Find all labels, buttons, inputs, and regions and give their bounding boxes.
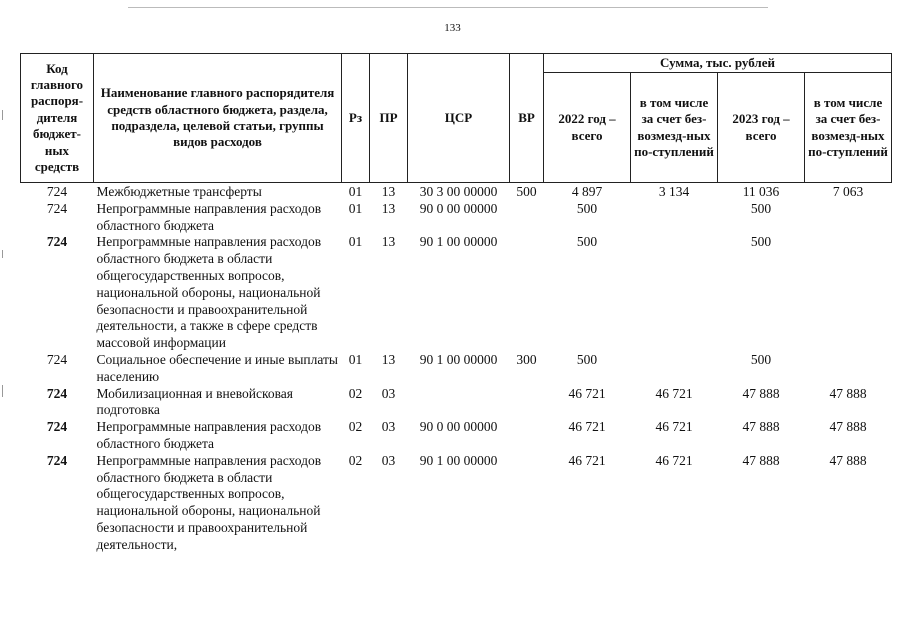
cell-csr xyxy=(408,386,510,420)
cell-name: Мобилизационная и вневойсковая подготовка xyxy=(96,385,293,418)
cell-2023-free: 47 888 xyxy=(829,385,867,401)
cell-2022-total: 46 721 xyxy=(568,419,606,435)
cell-csr: 90 0 00 00000 xyxy=(419,419,498,435)
header-2022-total: 2022 год – всего xyxy=(544,73,631,183)
cell-code: 724 xyxy=(46,184,68,199)
cell-pr: 03 xyxy=(381,452,396,468)
cell-name: Социальное обеспечение и иные выплаты населению xyxy=(96,351,338,384)
budget-table xyxy=(20,53,892,554)
cell-2022-total: 500 xyxy=(576,351,598,367)
cell-2023-free: 47 888 xyxy=(829,452,867,468)
cell-vr xyxy=(510,201,544,235)
cell-code: 724 xyxy=(46,452,68,468)
cell-2022-total: 500 xyxy=(576,200,598,216)
cell-name: Межбюджетные трансферты xyxy=(96,184,262,199)
page-number: 133 xyxy=(444,22,461,34)
cell-2023-total: 500 xyxy=(750,351,772,367)
cell-rz: 02 xyxy=(348,419,363,435)
cell-csr: 90 1 00 00000 xyxy=(419,452,498,468)
cell-csr: 90 1 00 00000 xyxy=(419,234,498,250)
cell-2023-free: 47 888 xyxy=(829,419,867,435)
header-2023-free: в том числе за счет без-возмезд-ных по-ступлений xyxy=(805,73,892,183)
cell-pr: 13 xyxy=(381,234,396,250)
cell-2022-total: 500 xyxy=(576,234,598,250)
scan-top-rule xyxy=(128,7,768,8)
cell-name: Непрограммные направления расходов областного бюджета в области общегосударственных вопросов, национальной обороны, национальной безопасности и правоохранительной деятельности, xyxy=(96,452,322,552)
cell-2022-free xyxy=(631,201,718,235)
cell-name: Непрограммные направления расходов областного бюджета xyxy=(96,200,322,233)
header-vr: ВР xyxy=(510,54,544,183)
table-row xyxy=(21,386,892,420)
header-code: Код главного распоря-дителя бюджет-ных средств xyxy=(21,54,94,183)
cell-code: 724 xyxy=(46,419,68,435)
cell-vr: 300 xyxy=(516,351,537,367)
cell-2022-total: 46 721 xyxy=(568,452,606,468)
cell-2023-total: 500 xyxy=(750,200,772,216)
header-name: Наименование главного распорядителя средств областного бюджета, раздела, подраздела, целевой статьи, группы видов расходов xyxy=(94,54,342,183)
header-2023-total: 2023 год – всего xyxy=(718,73,805,183)
cell-csr: 90 1 00 00000 xyxy=(419,351,498,367)
cell-code: 724 xyxy=(46,234,68,250)
cell-2022-free: 46 721 xyxy=(655,419,693,435)
cell-2023-free xyxy=(805,234,892,352)
table-row xyxy=(21,352,892,386)
cell-code: 724 xyxy=(46,351,68,367)
cell-2023-total: 47 888 xyxy=(742,452,780,468)
header-2022-free: в том числе за счет без-возмезд-ных по-ступлений xyxy=(631,73,718,183)
cell-rz: 01 xyxy=(348,234,363,250)
cell-2023-total: 47 888 xyxy=(742,419,780,435)
cell-2023-free xyxy=(805,201,892,235)
cell-rz: 01 xyxy=(348,184,363,199)
header-csr: ЦСР xyxy=(408,54,510,183)
scan-mark xyxy=(2,385,3,397)
cell-vr: 500 xyxy=(516,184,537,199)
cell-vr xyxy=(510,419,544,453)
cell-2023-free xyxy=(805,352,892,386)
cell-rz: 01 xyxy=(348,200,363,216)
table-row xyxy=(21,234,892,352)
cell-rz: 02 xyxy=(348,385,363,401)
cell-2023-total: 47 888 xyxy=(742,385,780,401)
cell-vr xyxy=(510,234,544,352)
table-row xyxy=(21,183,892,201)
table-row xyxy=(21,453,892,554)
cell-pr: 03 xyxy=(381,419,396,435)
header-pr: ПР xyxy=(370,54,408,183)
cell-2022-free: 46 721 xyxy=(655,385,693,401)
cell-code: 724 xyxy=(46,385,68,401)
cell-2022-total: 46 721 xyxy=(568,385,606,401)
cell-name: Непрограммные направления расходов областного бюджета xyxy=(96,419,322,451)
cell-code: 724 xyxy=(46,200,68,216)
cell-rz: 01 xyxy=(348,351,363,367)
cell-csr: 30 3 00 00000 xyxy=(419,184,498,199)
cell-pr: 13 xyxy=(381,200,396,216)
table-row xyxy=(21,201,892,235)
cell-rz: 02 xyxy=(348,452,363,468)
scan-mark xyxy=(2,250,3,258)
header-sum-group: Сумма, тыс. рублей xyxy=(544,54,892,73)
cell-2022-free xyxy=(631,352,718,386)
cell-2022-free: 46 721 xyxy=(655,452,693,468)
cell-vr xyxy=(510,453,544,554)
cell-name: Непрограммные направления расходов областного бюджета в области общегосударственных вопросов, национальной обороны, национальной безопасности и правоохранительной деятельности, а также в сфере средств массовой информации xyxy=(96,234,322,351)
cell-2022-total: 4 897 xyxy=(571,184,603,199)
table-row xyxy=(21,419,892,453)
scan-mark xyxy=(2,110,3,120)
cell-2022-free xyxy=(631,234,718,352)
cell-pr: 03 xyxy=(381,385,396,401)
cell-2023-total: 11 036 xyxy=(742,184,780,199)
cell-2023-free: 7 063 xyxy=(832,184,864,199)
cell-2022-free: 3 134 xyxy=(658,184,690,199)
cell-vr xyxy=(510,386,544,420)
cell-pr: 13 xyxy=(381,351,396,367)
header-rz: Рз xyxy=(342,54,370,183)
cell-2023-total: 500 xyxy=(750,234,772,250)
cell-csr: 90 0 00 00000 xyxy=(419,200,498,216)
cell-pr: 13 xyxy=(381,184,396,199)
